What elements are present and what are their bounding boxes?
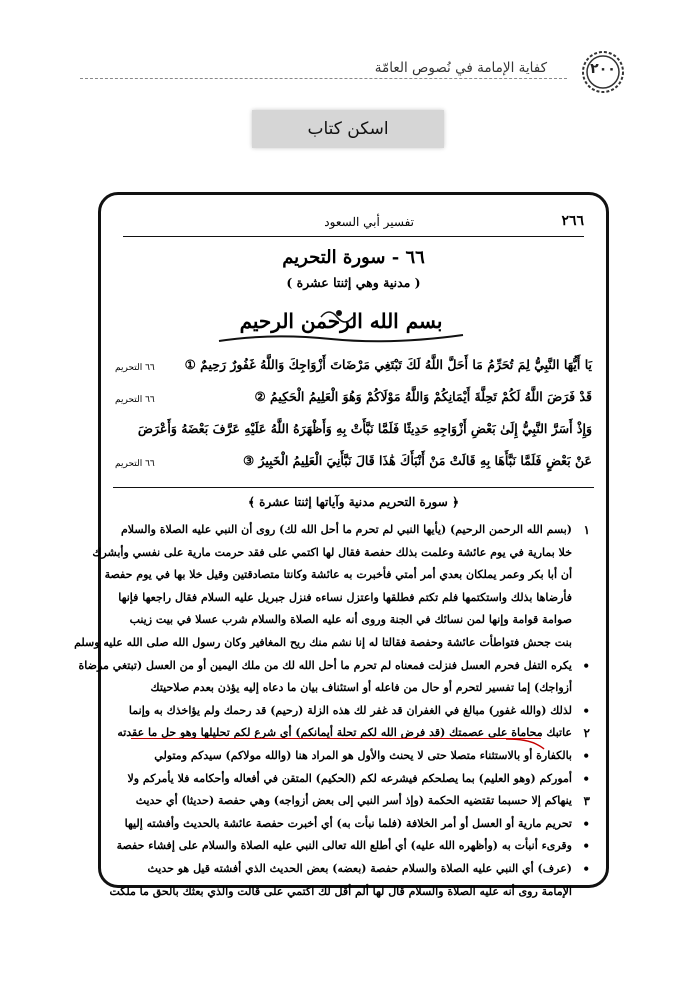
page-number-medallion	[581, 50, 625, 94]
commentary-line	[117, 790, 590, 813]
section-divider	[113, 487, 594, 488]
line-text: فأرضاها بذلك واستكتمها فلم تكتم فطلقها واعتزل نساءه فنزل جبريل عليه السلام فقال راجعها فإنها	[118, 590, 572, 604]
commentary-line	[117, 813, 590, 836]
scanned-page	[74, 192, 609, 898]
line-text: بنت جحش فتواطأت عائشة وحفصة فقالتا له إنا نشم منك ريح المغافير وكان رسول الله صلى الله عليه وسلم	[74, 635, 572, 649]
verse-row	[115, 419, 592, 451]
highlight-underline	[131, 738, 541, 739]
basmala-text: بسم الله الرحمن الرحيم	[239, 309, 443, 333]
commentary-line	[117, 519, 590, 542]
line-text: لذلك (والله غفور) مبالغ في الغفران قد غفر لك هذه الزلة (رحيم) قد رحمك ولم يؤاخذك به وإنما	[128, 703, 572, 717]
line-text: أزواجك) إما تفسير لتحرم أو حال من فاعله أو استئناف بيان ما دعاه إليه يؤذن بعدم صلاحيتك	[150, 681, 572, 695]
verse-text: عَنْ بَعْضٍ فَلَمَّا نَبَّأَهَا بِهِ قَالَتْ مَنْ أَنْبَأَكَ هَٰذَا قَالَ نَبَّأَنِيَ الْعَلِيمُ الْخَبِيرُ ③	[242, 453, 592, 468]
verse-tag: ٦٦ التحريم	[115, 395, 161, 405]
verse-tag: ٦٦ التحريم	[115, 459, 161, 469]
surah-title: ٦٦ - سورة التحريم	[282, 247, 425, 268]
line-marker: •	[582, 771, 590, 786]
line-marker: •	[582, 748, 590, 763]
basmala-calligraphy	[211, 303, 471, 349]
verse-text: وَإِذْ أَسَرَّ النَّبِيُّ إِلَىٰ بَعْضِ أَزْوَاجِهِ حَدِيثًا فَلَمَّا نَبَّأَتْ بِهِ وَأَظْهَرَهُ اللَّهُ عَلَيْهِ عَرَّفَ بَعْضَهُ وَأَعْرَضَ	[137, 421, 592, 436]
commentary-line	[109, 881, 590, 904]
line-text: أموركم (وهو العليم) بما يصلحكم فيشرعه لكم (الحكيم) المتقن في أفعاله وأحكامه فلا يأمركم ولا	[127, 771, 572, 785]
line-marker: •	[582, 816, 590, 831]
verse-text: قَدْ فَرَضَ اللَّهُ لَكُمْ تَحِلَّةَ أَيْمَانِكُمْ وَاللَّهُ مَوْلَاكُمْ وَهُوَ الْعَلِيمُ الْحَكِيمُ ②	[254, 389, 592, 404]
commentary-line	[117, 587, 590, 610]
commentary-line	[117, 609, 590, 632]
verse-row	[115, 451, 592, 483]
commentary-line	[117, 768, 590, 791]
scan-book-name: تفسير أبي السعود	[324, 215, 414, 229]
line-text: الإمامة روى أنه عليه الصلاة والسلام قال لها ألم أقل لك اكتمي على قالت والذي بعثك بالحق ما ملكت	[109, 884, 572, 898]
line-marker: •	[582, 703, 590, 718]
page-number: ٢٠٠	[590, 61, 616, 77]
commentary-line	[117, 700, 590, 723]
line-text: يكره التفل فحرم العسل فنزلت فمعناه لم تحرم ما أحل الله لك من ملك اليمين أو من العسل (تبتغي مرضاة	[78, 658, 572, 672]
line-text: خلا بمارية في يوم عائشة وعلمت بذلك حفصة فقال لها اكتمي على فقد حرمت مارية على نفسي وأبشرك	[92, 545, 572, 559]
book-title: كفاية الإمامة في نُصوص العامّة	[374, 60, 547, 76]
line-text: بالكفارة أو بالاستثناء متصلا حتى لا يحنث والأول هو المراد هنا (والله مولاكم) سيدكم ومتولي	[154, 748, 572, 762]
commentary-line	[74, 632, 590, 655]
commentary-line	[104, 564, 590, 587]
line-text: (عرف) أي النبي عليه الصلاة والسلام حفصة (بعضه) بعض الحديث الذي أفشته قيل هو حديث	[147, 861, 572, 875]
line-text: صوامة قوامة وإنها لمن نسائك في الجنة وروى أنه عليه الصلاة والسلام شرب عسلا في بيت زينب	[129, 613, 572, 627]
scan-book-banner: اسكن كتاب	[252, 110, 444, 148]
commentary-line	[117, 677, 590, 700]
scan-running-header	[123, 211, 584, 237]
commentary-line	[117, 835, 590, 858]
line-marker: •	[582, 658, 590, 673]
commentary-title: ﴿ سورة التحريم مدنية وآياتها إثنتا عشرة ﴾	[247, 495, 460, 509]
line-marker: ٢	[583, 726, 590, 741]
line-marker: •	[582, 839, 590, 854]
verse-text: يَا أَيُّهَا النَّبِيُّ لِمَ تُحَرِّمُ مَا أَحَلَّ اللَّهُ لَكَ تَبْتَغِي مَرْضَاتَ أَزْوَاجِكَ وَاللَّهُ غَفُورٌ رَحِيمٌ ①	[184, 357, 592, 372]
commentary-line	[92, 542, 590, 565]
highlight-hook-icon	[506, 738, 546, 750]
header-rule	[80, 78, 567, 79]
verse-tag: ٦٦ التحريم	[115, 363, 161, 373]
verses-block	[115, 355, 592, 483]
verse-row	[115, 387, 592, 419]
line-text: عاتبك محاماة على عصمتك (قد فرض الله لكم تحلة أيمانكم) أي شرع لكم تحليلها وهو حل ما عقدته	[117, 726, 572, 740]
page-header	[80, 50, 625, 92]
line-text: وقرىء أنبأت به (وأظهره الله عليه) أي أطلع الله تعالى النبي عليه الصلاة والسلام على إفشاء حفصة	[116, 839, 572, 853]
commentary-block	[74, 519, 590, 903]
line-text: ينهاكم إلا حسبما تقتضيه الحكمة (وإذ أسر النبي إلى بعض أزواجه) وهي حفصة (حديثا) أي حديث	[135, 794, 572, 808]
surah-subtitle: ( مدنية وهي إثنتا عشرة )	[286, 275, 421, 290]
line-text: أن أبا بكر وعمر يملكان بعدي أمر أمتي فأخبرت به عائشة وكانتا متصادقتين وقيل خلا بها في يوم حفصة	[104, 568, 572, 582]
line-marker: ٣	[583, 794, 590, 809]
commentary-line	[117, 858, 590, 881]
commentary-line	[78, 655, 590, 678]
line-marker: •	[582, 861, 590, 876]
verse-row	[115, 355, 592, 387]
line-text: (بسم الله الرحمن الرحيم) (يأيها النبي لم تحرم ما أحل الله لك) روى أن النبي عليه الصلاة والسلام	[121, 523, 572, 536]
line-text: تحريم مارية أو العسل أو أمر الخلافة (فلما نبأت به) أي أخبرت حفصة عائشة بالحديث وأفشته إليها	[124, 816, 572, 830]
line-marker: ١	[583, 523, 590, 537]
scan-page-number: ٢٦٦	[561, 213, 584, 229]
